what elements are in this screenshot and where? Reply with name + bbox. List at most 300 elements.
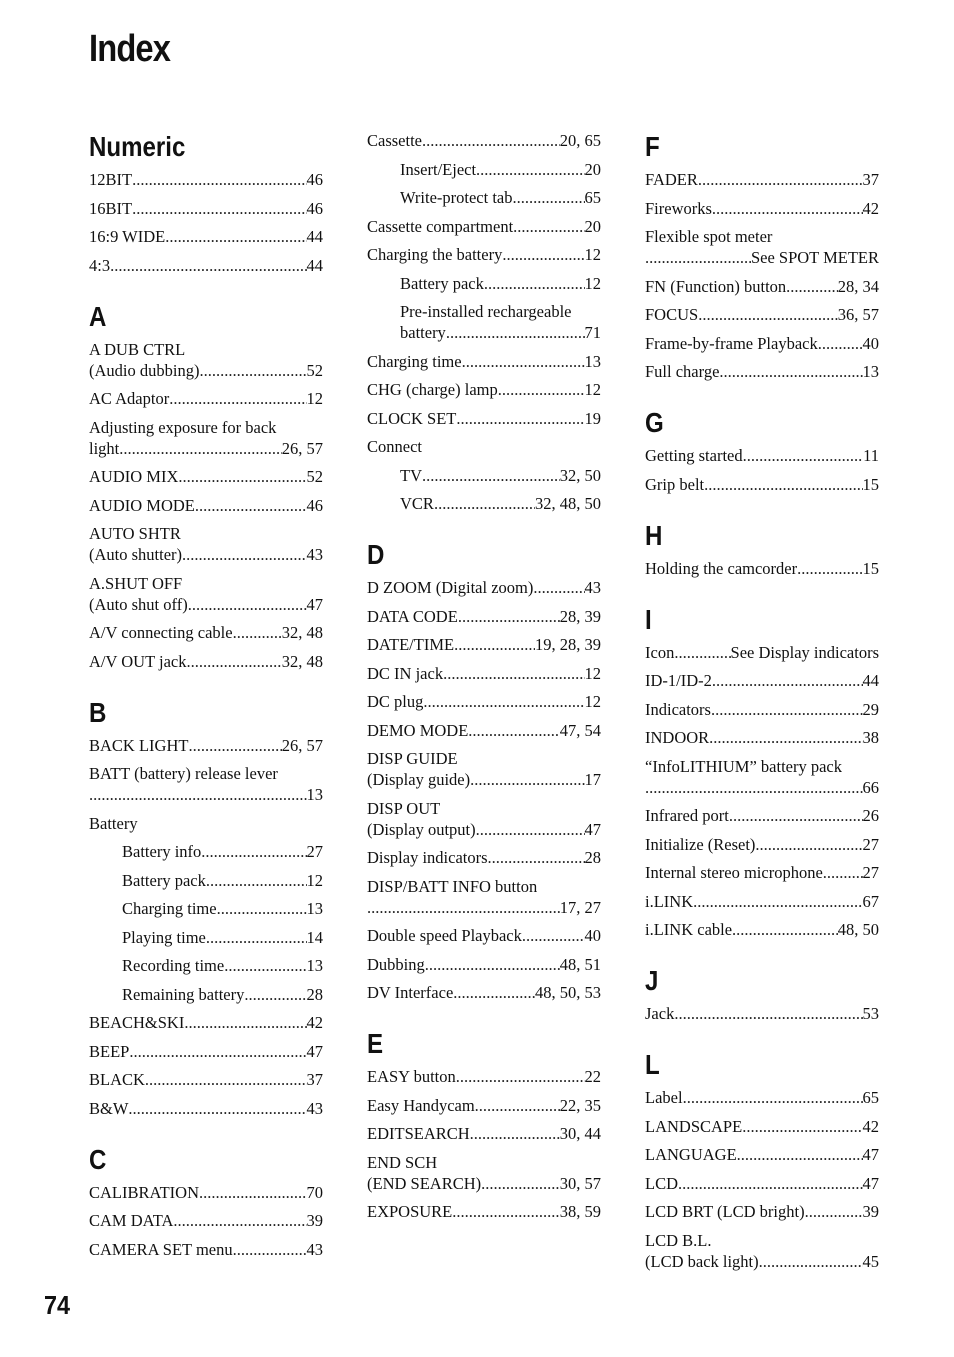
- index-entry: [645, 756, 879, 798]
- entry-term: BACK LIGHT: [89, 735, 189, 755]
- entry-pages: 28: [584, 848, 601, 867]
- entry-term: AUDIO MODE: [89, 495, 195, 515]
- dot-leader: [470, 1123, 560, 1144]
- index-section-h: [645, 519, 879, 579]
- dot-leader: [233, 622, 282, 643]
- entry-term: FOCUS: [645, 305, 699, 324]
- entry-term: Connect: [367, 437, 422, 456]
- entry-line: [89, 651, 323, 672]
- entry-line: [367, 954, 601, 975]
- index-entry: [89, 339, 323, 381]
- entry-line: [89, 1041, 323, 1062]
- entry-pages: 70: [306, 1182, 323, 1202]
- entry-term: Insert/Eject: [400, 159, 477, 179]
- entry-line: [89, 198, 323, 219]
- entry-term: Internal stereo microphone: [645, 863, 823, 882]
- entry-pages: 48, 50, 53: [535, 983, 601, 1002]
- entry-pages: 37: [862, 170, 879, 189]
- dot-leader: [452, 1201, 559, 1222]
- entry-pages: 46: [306, 495, 323, 515]
- dot-leader: [206, 927, 307, 948]
- entry-term: Dubbing: [367, 954, 425, 974]
- index-entry: [367, 748, 601, 790]
- dot-leader: [484, 273, 585, 294]
- index-entry: [367, 436, 601, 457]
- index-entry: [645, 169, 879, 190]
- index-entry: [367, 1095, 601, 1116]
- index-entry: [367, 130, 601, 151]
- entry-term: Jack: [645, 1004, 675, 1023]
- entry-term: i.LINK: [645, 891, 694, 911]
- entry-term: Battery pack: [400, 273, 484, 293]
- entry-line: [367, 606, 601, 627]
- dot-leader: [729, 805, 863, 826]
- entry-pages: 12: [306, 870, 323, 890]
- index-entry: [367, 1066, 601, 1087]
- entry-pages: 43: [306, 545, 323, 564]
- entry-term-continued: (Audio dubbing): [89, 360, 200, 380]
- entry-line: [645, 247, 879, 268]
- section-heading: A: [89, 300, 107, 332]
- index-entry: [645, 1173, 879, 1194]
- entry-pages: 28: [306, 984, 323, 1004]
- entry-term: AC Adaptor: [89, 389, 170, 408]
- entry-term: AUTO SHTR: [89, 524, 181, 543]
- dot-leader: [188, 735, 281, 756]
- index-entry: [645, 1201, 879, 1222]
- entry-line: [89, 255, 323, 276]
- entry-pages: 27: [862, 863, 879, 882]
- entry-term: FADER: [645, 170, 698, 189]
- index-entry: [89, 417, 323, 459]
- entry-term: Battery pack: [122, 870, 206, 890]
- index-section-a: [89, 300, 323, 672]
- entry-term: Fireworks: [645, 198, 712, 218]
- entry-term: TV: [400, 465, 422, 485]
- index-subentry: [89, 870, 323, 891]
- entry-line: [89, 388, 323, 409]
- dot-leader: [797, 558, 862, 579]
- entry-term: Playing time: [122, 927, 206, 947]
- dot-leader: [456, 1066, 585, 1087]
- index-entry: [645, 1230, 879, 1272]
- index-entry: [645, 558, 879, 579]
- index-subentry: [89, 984, 323, 1005]
- entry-pages: 17, 27: [559, 897, 601, 917]
- index-entry: [89, 735, 323, 756]
- entry-term-continued: (Display output): [367, 819, 476, 839]
- dot-leader: [178, 466, 306, 487]
- entry-line: [89, 1098, 323, 1119]
- dot-leader: [522, 925, 585, 946]
- index-section-f: [645, 130, 879, 382]
- entry-line: [645, 276, 879, 297]
- index-entry: [645, 805, 879, 826]
- entry-term: BEEP: [89, 1041, 130, 1061]
- entry-term: A DUB CTRL: [89, 339, 186, 359]
- entry-pages: 44: [306, 255, 323, 275]
- entry-line: [400, 159, 601, 180]
- dot-leader: [732, 919, 838, 940]
- dot-leader: [674, 642, 730, 663]
- entry-pages: 27: [862, 834, 879, 854]
- entry-pages: 32, 50: [559, 465, 601, 485]
- index-entry: [645, 226, 879, 268]
- dot-leader: [513, 216, 584, 237]
- index-entry: [645, 474, 879, 495]
- index-entry: [367, 634, 601, 655]
- dot-leader: [446, 322, 585, 343]
- entry-pages: 15: [862, 558, 879, 578]
- entry-line: [89, 169, 323, 190]
- entry-line: [645, 727, 879, 748]
- entry-line: [89, 360, 323, 381]
- entry-line: [367, 1123, 601, 1144]
- dot-leader: [145, 1069, 307, 1090]
- entry-pages: See SPOT METER: [750, 248, 879, 267]
- index-section-i: [645, 603, 879, 941]
- entry-term: A/V OUT jack: [89, 651, 187, 671]
- entry-line: [367, 216, 601, 237]
- dot-leader: [698, 304, 838, 325]
- entry-term: LCD: [645, 1173, 678, 1193]
- entry-line: [122, 841, 323, 862]
- entry-term: 12BIT: [89, 170, 133, 189]
- index-entry: [89, 495, 323, 516]
- entry-line: [645, 445, 879, 466]
- dot-leader: [743, 445, 864, 466]
- entry-term: Charging the battery: [367, 245, 503, 264]
- dot-leader: [454, 634, 535, 655]
- entry-pages: 42: [862, 1116, 879, 1136]
- index-entry: [89, 226, 323, 247]
- entry-term: Icon: [645, 642, 675, 662]
- entry-term: CHG (charge) lamp: [367, 380, 498, 399]
- dot-leader: [458, 606, 560, 627]
- entry-term: LCD BRT (LCD bright): [645, 1202, 805, 1221]
- index-entry: [89, 573, 323, 615]
- page-title: Index: [89, 28, 171, 70]
- entry-term: Indicators: [645, 699, 711, 719]
- index-entry: [89, 1182, 323, 1203]
- entry-term: Label: [645, 1088, 683, 1107]
- entry-pages: 20: [584, 159, 601, 179]
- entry-term: A.SHUT OFF: [89, 573, 183, 593]
- entry-pages: 47: [306, 1041, 323, 1061]
- index-section-l: [645, 1048, 879, 1272]
- index-section-d: [367, 538, 601, 1003]
- entry-pages: 36, 57: [837, 305, 879, 324]
- entry-line: [645, 670, 879, 691]
- index-entry: [89, 1069, 323, 1090]
- section-heading: L: [645, 1049, 660, 1080]
- entry-line: [89, 466, 323, 487]
- entry-line: [122, 927, 323, 948]
- entry-line: [367, 1201, 601, 1222]
- dot-leader: [199, 360, 306, 381]
- entry-pages: 13: [306, 899, 323, 918]
- entry-pages: 66: [862, 777, 879, 797]
- entry-term: Charging time: [122, 899, 217, 918]
- index-entry: [367, 1201, 601, 1222]
- entry-line: [645, 558, 879, 579]
- entry-term: CAM DATA: [89, 1211, 174, 1230]
- entry-line: [89, 1210, 323, 1231]
- entry-pages: 48, 51: [559, 954, 601, 974]
- index-entry: [367, 216, 601, 237]
- entry-line: [89, 1012, 323, 1033]
- section-heading: G: [645, 407, 664, 438]
- entry-term: Holding the camcorder: [645, 558, 798, 578]
- entry-term: AUDIO MIX: [89, 467, 179, 486]
- entry-pages: 26: [862, 806, 879, 825]
- entry-pages: 30, 44: [559, 1124, 601, 1143]
- entry-term: INDOOR: [645, 728, 710, 747]
- entry-line: [89, 784, 323, 805]
- entry-pages: 17: [584, 770, 601, 789]
- entry-pages: 12: [584, 380, 601, 399]
- dot-leader: [186, 651, 281, 672]
- dot-leader: [173, 1210, 306, 1231]
- dot-leader: [422, 130, 560, 151]
- entry-term: Cassette compartment: [367, 216, 514, 236]
- entry-line: [645, 699, 879, 720]
- dot-leader: [233, 1239, 307, 1260]
- dot-leader: [195, 495, 307, 516]
- index-section-g: [645, 406, 879, 495]
- entry-pages: 53: [862, 1004, 879, 1023]
- index-entry: [645, 891, 879, 912]
- entry-term: VCR: [400, 494, 434, 513]
- entry-line: [645, 1116, 879, 1137]
- entry-term: Adjusting exposure for back: [89, 417, 277, 437]
- dot-leader: [206, 870, 307, 891]
- entry-line: [645, 777, 879, 798]
- dot-leader: [823, 862, 863, 883]
- entry-line: [367, 1095, 601, 1116]
- index-entry: [89, 1041, 323, 1062]
- entry-pages: 28, 34: [837, 276, 879, 296]
- dot-leader: [712, 198, 863, 219]
- entry-term: ID-1/ID-2: [645, 671, 712, 690]
- entry-term: DISP/BATT INFO button: [367, 876, 538, 896]
- entry-pages: 27: [306, 842, 323, 861]
- index-entry: [367, 606, 601, 627]
- index-entry: [89, 198, 323, 219]
- dot-leader: [475, 1095, 560, 1116]
- entry-term: Pre-installed rechargeable: [400, 302, 572, 321]
- entry-line: [400, 493, 601, 514]
- index-subentry: [367, 273, 601, 294]
- entry-line: [367, 769, 601, 790]
- entry-line: [367, 351, 601, 372]
- index-entry: [89, 1239, 323, 1260]
- index-entry: [89, 763, 323, 805]
- entry-term: Grip belt: [645, 474, 705, 494]
- index-subentry: [367, 187, 601, 208]
- entry-pages: 47: [862, 1173, 879, 1193]
- dot-leader: [456, 408, 584, 429]
- entry-term: CALIBRATION: [89, 1182, 199, 1202]
- entry-pages: 43: [306, 1239, 323, 1259]
- entry-term: Getting started: [645, 446, 743, 465]
- entry-line: [89, 495, 323, 516]
- entry-pages: 40: [584, 926, 601, 945]
- section-heading: B: [89, 696, 107, 728]
- index-entry: [89, 523, 323, 565]
- entry-line: [367, 663, 601, 684]
- entry-term: Cassette: [367, 131, 422, 150]
- entry-pages: 28, 39: [559, 606, 601, 626]
- entry-pages: 12: [584, 273, 601, 293]
- entry-term: “InfoLITHIUM” battery pack: [645, 756, 842, 776]
- entry-pages: 43: [306, 1098, 323, 1118]
- entry-line: [122, 870, 323, 891]
- entry-term: Recording time: [122, 956, 225, 975]
- index-entry: [645, 834, 879, 855]
- entry-pages: 47: [584, 819, 601, 839]
- index-entry: [645, 1144, 879, 1165]
- entry-pages: 13: [862, 362, 879, 381]
- entry-line: [367, 408, 601, 429]
- index-entry: [89, 622, 323, 643]
- entry-pages: 12: [584, 245, 601, 264]
- dot-leader: [805, 1201, 863, 1222]
- entry-line: [645, 169, 879, 190]
- entry-line: [367, 379, 601, 400]
- index-entry: [89, 255, 323, 276]
- dot-leader: [110, 255, 306, 276]
- index-entry: [89, 1098, 323, 1119]
- index-section-j: [645, 964, 879, 1024]
- dot-leader: [422, 465, 560, 486]
- entry-line: [645, 304, 879, 325]
- entry-term: Full charge: [645, 362, 720, 381]
- dot-leader: [244, 984, 306, 1005]
- dot-leader: [462, 351, 585, 372]
- dot-leader: [89, 784, 307, 805]
- dot-leader: [423, 691, 584, 712]
- entry-term: Battery: [89, 813, 138, 833]
- entry-line: [89, 1239, 323, 1260]
- index-subentry: [89, 955, 323, 976]
- dot-leader: [434, 493, 535, 514]
- index-entry: [645, 727, 879, 748]
- index-entry: [645, 1003, 879, 1024]
- entry-term: EDITSEARCH: [367, 1124, 470, 1143]
- entry-pages: 42: [306, 1013, 323, 1032]
- entry-line: [645, 361, 879, 382]
- index-entry: [367, 1123, 601, 1144]
- entry-pages: 39: [862, 1202, 879, 1221]
- index-subentry: [367, 493, 601, 514]
- entry-pages: 19, 28, 39: [535, 635, 601, 654]
- entry-term: FN (Function) button: [645, 276, 787, 296]
- index-entry: [367, 925, 601, 946]
- dot-leader: [693, 891, 862, 912]
- dot-leader: [165, 226, 306, 247]
- entry-term: Double speed Playback: [367, 926, 522, 945]
- entry-term: Remaining battery: [122, 984, 245, 1004]
- entry-line: [645, 1173, 879, 1194]
- entry-pages: 20, 65: [559, 131, 601, 150]
- index-subentry: [367, 301, 601, 343]
- section-heading: E: [367, 1028, 384, 1059]
- entry-term: DISP GUIDE: [367, 749, 458, 768]
- entry-term-continued: (END SEARCH): [367, 1173, 482, 1193]
- entry-pages: 67: [862, 891, 879, 911]
- index-entry: [645, 919, 879, 940]
- dot-leader: [182, 544, 306, 565]
- dot-leader: [674, 1003, 862, 1024]
- entry-term: EASY button: [367, 1067, 456, 1086]
- dot-leader: [786, 276, 838, 297]
- entry-pages: 13: [584, 351, 601, 371]
- index-entry: [367, 244, 601, 265]
- dot-leader: [719, 361, 862, 382]
- dot-leader: [132, 198, 306, 219]
- dot-leader: [184, 1012, 306, 1033]
- entry-line: [645, 1003, 879, 1024]
- entry-line: [89, 813, 323, 834]
- entry-line: [367, 897, 601, 918]
- index-column-1: [89, 130, 323, 1284]
- entry-term-continued: (Auto shut off): [89, 594, 188, 614]
- index-entry: [89, 813, 323, 834]
- dot-leader: [199, 1182, 307, 1203]
- entry-term-continued: battery: [400, 323, 446, 342]
- entry-term: Flexible spot meter: [645, 227, 773, 246]
- dot-leader: [755, 834, 862, 855]
- dot-leader: [201, 841, 306, 862]
- dot-leader: [683, 1087, 863, 1108]
- entry-pages: 48, 50: [837, 920, 879, 939]
- entry-pages: 37: [306, 1070, 323, 1089]
- entry-pages: 32, 48: [281, 651, 323, 671]
- dot-leader: [128, 1098, 306, 1119]
- entry-pages: 46: [306, 170, 323, 189]
- dot-leader: [476, 819, 585, 840]
- index-entry: [645, 699, 879, 720]
- index-entry: [367, 954, 601, 975]
- entry-line: [400, 322, 601, 343]
- entry-line: [645, 642, 879, 663]
- entry-line: [367, 1173, 601, 1194]
- entry-term: LANGUAGE: [645, 1145, 737, 1164]
- dot-leader: [742, 1116, 862, 1137]
- entry-pages: 71: [584, 323, 601, 342]
- entry-line: [367, 577, 601, 598]
- entry-pages: 45: [862, 1251, 879, 1271]
- index-entry: [645, 862, 879, 883]
- index-subentry: [89, 927, 323, 948]
- entry-pages: 65: [584, 188, 601, 207]
- entry-line: [367, 244, 601, 265]
- entry-term: 16:9 WIDE: [89, 227, 166, 246]
- entry-pages: 43: [584, 578, 601, 597]
- index-entry: [89, 169, 323, 190]
- entry-line: [89, 622, 323, 643]
- index-entry: [645, 670, 879, 691]
- entry-line: [89, 594, 323, 615]
- dot-leader: [645, 247, 751, 268]
- entry-line: [645, 1087, 879, 1108]
- entry-term: END SCH: [367, 1152, 438, 1172]
- entry-term: B&W: [89, 1098, 129, 1118]
- entry-term: BLACK: [89, 1070, 145, 1089]
- entry-line: [367, 436, 601, 457]
- entry-pages: 26, 57: [281, 735, 323, 755]
